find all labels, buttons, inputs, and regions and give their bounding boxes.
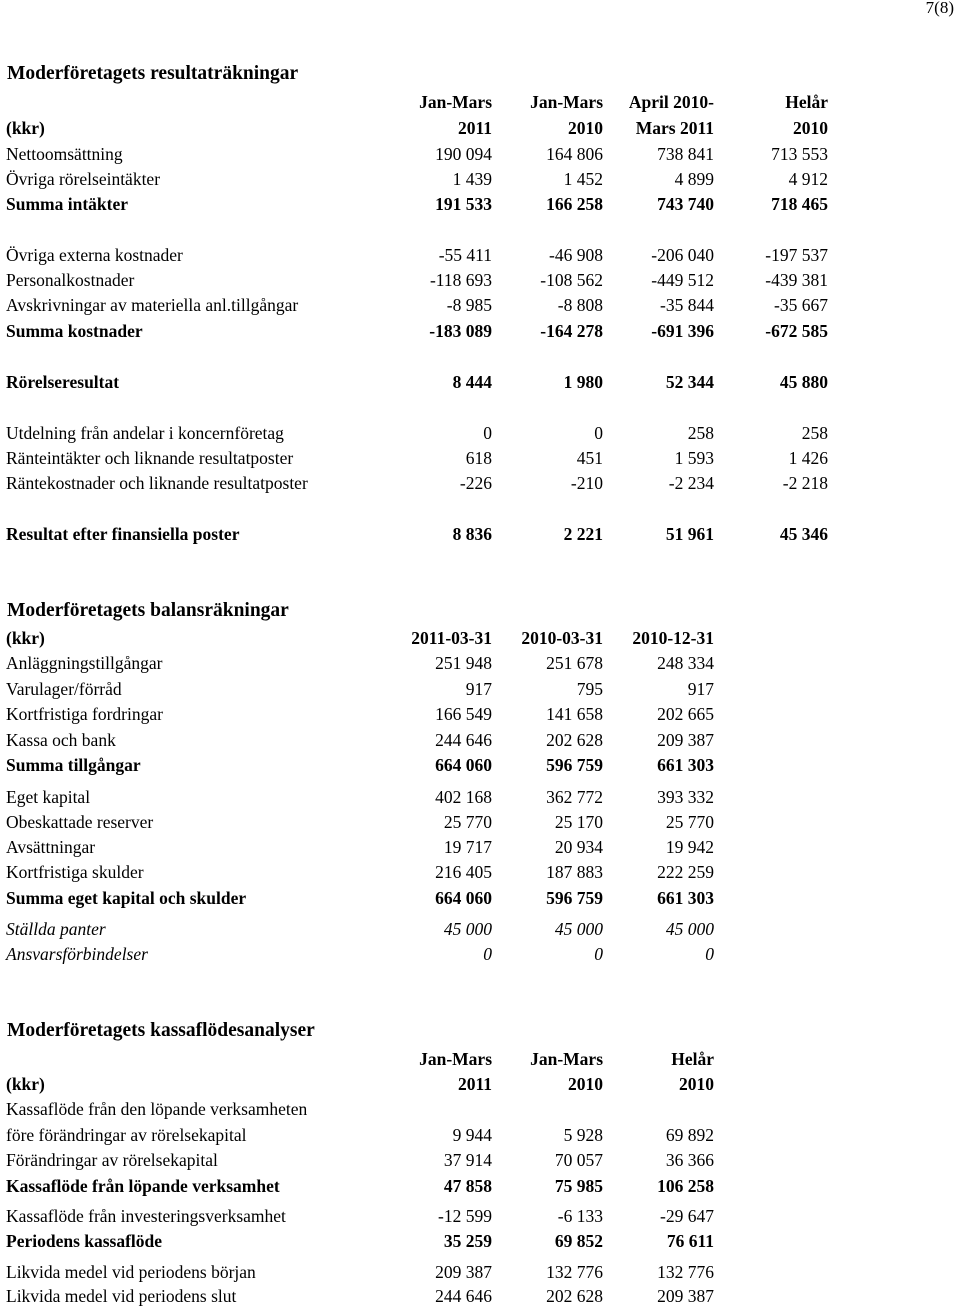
- cell: 258: [801, 423, 828, 443]
- table-row-total: [0, 369, 960, 395]
- row-label: Kassaflöde från investeringsverksamhet: [6, 1206, 286, 1226]
- row-label: Avsättningar: [6, 837, 96, 857]
- cell: 106 258: [657, 1176, 714, 1196]
- unit-label: (kkr): [6, 628, 45, 648]
- cell: -210: [570, 473, 603, 493]
- table-row: [0, 141, 960, 167]
- table-row: [0, 267, 960, 293]
- col-header: Jan-Mars: [530, 92, 603, 112]
- cell: 19 942: [665, 837, 714, 857]
- col-header: 2011-03-31: [411, 628, 492, 648]
- cell: 4 912: [788, 169, 828, 189]
- col-header: 2010-12-31: [632, 628, 714, 648]
- col-header: Helår: [785, 92, 828, 112]
- table-row: [0, 809, 960, 835]
- table-row: [0, 859, 960, 885]
- row-label: Likvida medel vid periodens början: [6, 1262, 256, 1282]
- cell: 1 980: [563, 372, 603, 392]
- cell: -226: [459, 473, 492, 493]
- col-header: 2010: [793, 118, 828, 138]
- table-row: [0, 242, 960, 268]
- table-row-total: [0, 1173, 960, 1199]
- table-row-total: [0, 191, 960, 217]
- cell: -2 218: [782, 473, 828, 493]
- cell: 5 928: [563, 1125, 603, 1145]
- cell: -35 667: [774, 295, 828, 315]
- row-label: Periodens kassaflöde: [6, 1231, 163, 1251]
- col-header: 2011: [457, 118, 492, 138]
- table-row: [0, 1096, 960, 1122]
- row-label: Avskrivningar av materiella anl.tillgångar: [6, 295, 299, 315]
- balance-title: Moderföretagets balansräkningar: [7, 600, 289, 621]
- row-label: Ansvarsförbindelser: [6, 944, 148, 964]
- cell: 244 646: [435, 730, 492, 750]
- cell: 917: [465, 679, 492, 699]
- page-number: 7(8): [925, 0, 954, 17]
- table-row: [0, 292, 960, 318]
- row-label: Summa eget kapital och skulder: [6, 888, 247, 908]
- cell: 4 899: [674, 169, 714, 189]
- cell: 20 934: [554, 837, 603, 857]
- row-label: Kassaflöde från löpande verksamhet: [6, 1176, 280, 1196]
- row-label: Summa tillgångar: [6, 755, 141, 775]
- income-title: Moderföretagets resultaträkningar: [7, 63, 299, 84]
- balance-header-row: [0, 625, 960, 651]
- cell: -8 985: [446, 295, 492, 315]
- cell: 187 883: [546, 862, 603, 882]
- cell: 166 549: [435, 704, 492, 724]
- col-header: 2010-03-31: [521, 628, 603, 648]
- cell: 216 405: [435, 862, 492, 882]
- cell: 47 858: [443, 1176, 492, 1196]
- cell: 132 776: [546, 1262, 603, 1282]
- cell: 244 646: [435, 1286, 492, 1306]
- col-header: Jan-Mars: [419, 92, 492, 112]
- cell: 1 452: [563, 169, 603, 189]
- cell: 69 852: [554, 1231, 603, 1251]
- table-row: [0, 1259, 960, 1285]
- cell: 451: [576, 448, 603, 468]
- cell: 661 303: [657, 888, 714, 908]
- unit-label: (kkr): [6, 118, 45, 138]
- cell: 164 806: [546, 144, 603, 164]
- cell: 1 426: [788, 448, 828, 468]
- cell: 202 628: [546, 1286, 603, 1306]
- row-label: Kortfristiga skulder: [6, 862, 144, 882]
- cell: 258: [687, 423, 714, 443]
- table-row-total: [0, 752, 960, 778]
- cell: 251 678: [546, 653, 603, 673]
- cell: 718 465: [771, 194, 828, 214]
- cell: 251 948: [435, 653, 492, 673]
- cell: 45 000: [665, 919, 714, 939]
- table-row: [0, 166, 960, 192]
- cell: 596 759: [546, 755, 603, 775]
- cell: 25 170: [554, 812, 603, 832]
- cell: 402 168: [435, 787, 492, 807]
- cell: -439 381: [765, 270, 828, 290]
- table-row-total: [0, 318, 960, 344]
- cell: -118 693: [429, 270, 492, 290]
- cell: 37 914: [443, 1150, 492, 1170]
- unit-label: (kkr): [6, 1074, 45, 1094]
- table-row: [0, 1122, 960, 1148]
- cell: 190 094: [435, 144, 492, 164]
- cell: 222 259: [657, 862, 714, 882]
- cell: 0: [594, 944, 603, 964]
- row-label: Kassaflöde från den löpande verksamheten: [6, 1099, 308, 1119]
- cell: -691 396: [651, 321, 714, 341]
- cell: 45 880: [779, 372, 828, 392]
- cell: -108 562: [540, 270, 603, 290]
- cell: 0: [483, 944, 492, 964]
- row-label: Rörelseresultat: [6, 372, 120, 392]
- row-label: Obeskattade reserver: [6, 812, 154, 832]
- row-label: Övriga externa kostnader: [6, 245, 183, 265]
- row-label: Övriga rörelseintäkter: [6, 169, 161, 189]
- table-row: [0, 701, 960, 727]
- col-header: 2011: [457, 1074, 492, 1094]
- row-label: Summa kostnader: [6, 321, 143, 341]
- cell: 202 665: [657, 704, 714, 724]
- cell: -35 844: [660, 295, 714, 315]
- cell: 202 628: [546, 730, 603, 750]
- cell: 393 332: [657, 787, 714, 807]
- cell: 713 553: [771, 144, 828, 164]
- cell: 0: [705, 944, 714, 964]
- row-label: Likvida medel vid periodens slut: [6, 1286, 237, 1306]
- cell: 362 772: [546, 787, 603, 807]
- row-label: Eget kapital: [6, 787, 91, 807]
- col-header: 2010: [679, 1074, 714, 1094]
- cell: 0: [483, 423, 492, 443]
- table-row: [0, 784, 960, 810]
- cashflow-header-row-1: [0, 1046, 960, 1072]
- table-row: [0, 941, 960, 967]
- row-label: Summa intäkter: [6, 194, 129, 214]
- col-header: Helår: [671, 1049, 714, 1069]
- cell: -2 234: [668, 473, 714, 493]
- table-row: [0, 445, 960, 471]
- row-label: Nettoomsättning: [6, 144, 123, 164]
- cell: 52 344: [665, 372, 714, 392]
- cell: -197 537: [765, 245, 828, 265]
- col-header: 2010: [568, 1074, 603, 1094]
- cell: 248 334: [657, 653, 714, 673]
- table-row: [0, 1283, 960, 1309]
- cell: 664 060: [435, 888, 492, 908]
- cell: 9 944: [452, 1125, 492, 1145]
- cell: -449 512: [651, 270, 714, 290]
- cell: 0: [594, 423, 603, 443]
- row-label: Utdelning från andelar i koncernföretag: [6, 423, 284, 443]
- cell: 35 259: [443, 1231, 492, 1251]
- row-label: Kortfristiga fordringar: [6, 704, 163, 724]
- row-label: Kassa och bank: [6, 730, 116, 750]
- row-label: Resultat efter finansiella poster: [6, 524, 240, 544]
- row-label: Personalkostnader: [6, 270, 135, 290]
- cell: -8 808: [557, 295, 603, 315]
- cell: -164 278: [540, 321, 603, 341]
- cell: 8 836: [452, 524, 492, 544]
- table-row-total: [0, 1228, 960, 1254]
- cell: 1 593: [674, 448, 714, 468]
- col-header: Mars 2011: [635, 118, 714, 138]
- table-row-total: [0, 885, 960, 911]
- cell: -6 133: [557, 1206, 603, 1226]
- table-row: [0, 650, 960, 676]
- row-label: Räntekostnader och liknande resultatposter: [6, 473, 308, 493]
- cell: 209 387: [435, 1262, 492, 1282]
- cell: 2 221: [563, 524, 603, 544]
- cell: 795: [576, 679, 603, 699]
- cell: 51 961: [665, 524, 714, 544]
- cell: 738 841: [657, 144, 714, 164]
- cell: 209 387: [657, 1286, 714, 1306]
- cell: 8 444: [452, 372, 492, 392]
- table-row: [0, 727, 960, 753]
- cell: 45 346: [779, 524, 828, 544]
- cell: 743 740: [657, 194, 714, 214]
- cell: 75 985: [554, 1176, 603, 1196]
- row-label: Ställda panter: [6, 919, 106, 939]
- cell: 664 060: [435, 755, 492, 775]
- table-row: [0, 1203, 960, 1229]
- cell: 166 258: [546, 194, 603, 214]
- cashflow-header-row-2: [0, 1071, 960, 1097]
- row-label: Varulager/förråd: [6, 679, 122, 699]
- cell: 596 759: [546, 888, 603, 908]
- income-header-row-2: [0, 115, 960, 141]
- col-header: Jan-Mars: [419, 1049, 492, 1069]
- cell: 25 770: [665, 812, 714, 832]
- cell: 191 533: [435, 194, 492, 214]
- cell: 36 366: [665, 1150, 714, 1170]
- cell: 661 303: [657, 755, 714, 775]
- cell: -12 599: [438, 1206, 492, 1226]
- cell: 19 717: [443, 837, 492, 857]
- cell: 618: [465, 448, 492, 468]
- cell: 209 387: [657, 730, 714, 750]
- cell: 1 439: [452, 169, 492, 189]
- table-row: [0, 676, 960, 702]
- cashflow-title: Moderföretagets kassaflödesanalyser: [7, 1020, 315, 1041]
- cell: 132 776: [657, 1262, 714, 1282]
- col-header: April 2010-: [628, 92, 714, 112]
- cell: 25 770: [443, 812, 492, 832]
- income-header-row-1: [0, 89, 960, 115]
- cell: -206 040: [651, 245, 714, 265]
- cell: 76 611: [666, 1231, 714, 1251]
- row-label: Anläggningstillgångar: [6, 653, 163, 673]
- table-row: [0, 916, 960, 942]
- row-label: före förändringar av rörelsekapital: [6, 1125, 247, 1145]
- cell: -55 411: [438, 245, 492, 265]
- cell: 45 000: [443, 919, 492, 939]
- cell: -183 089: [429, 321, 492, 341]
- col-header: Jan-Mars: [530, 1049, 603, 1069]
- table-row: [0, 420, 960, 446]
- cell: -46 908: [549, 245, 603, 265]
- row-label: Ränteintäkter och liknande resultatposter: [6, 448, 294, 468]
- table-row: [0, 470, 960, 496]
- table-row: [0, 834, 960, 860]
- cell: 917: [687, 679, 714, 699]
- cell: 45 000: [554, 919, 603, 939]
- col-header: 2010: [568, 118, 603, 138]
- cell: -29 647: [660, 1206, 714, 1226]
- cell: 69 892: [665, 1125, 714, 1145]
- cell: 141 658: [546, 704, 603, 724]
- cell: 70 057: [554, 1150, 603, 1170]
- row-label: Förändringar av rörelsekapital: [6, 1150, 218, 1170]
- table-row-total: [0, 521, 960, 547]
- cell: -672 585: [765, 321, 828, 341]
- table-row: [0, 1147, 960, 1173]
